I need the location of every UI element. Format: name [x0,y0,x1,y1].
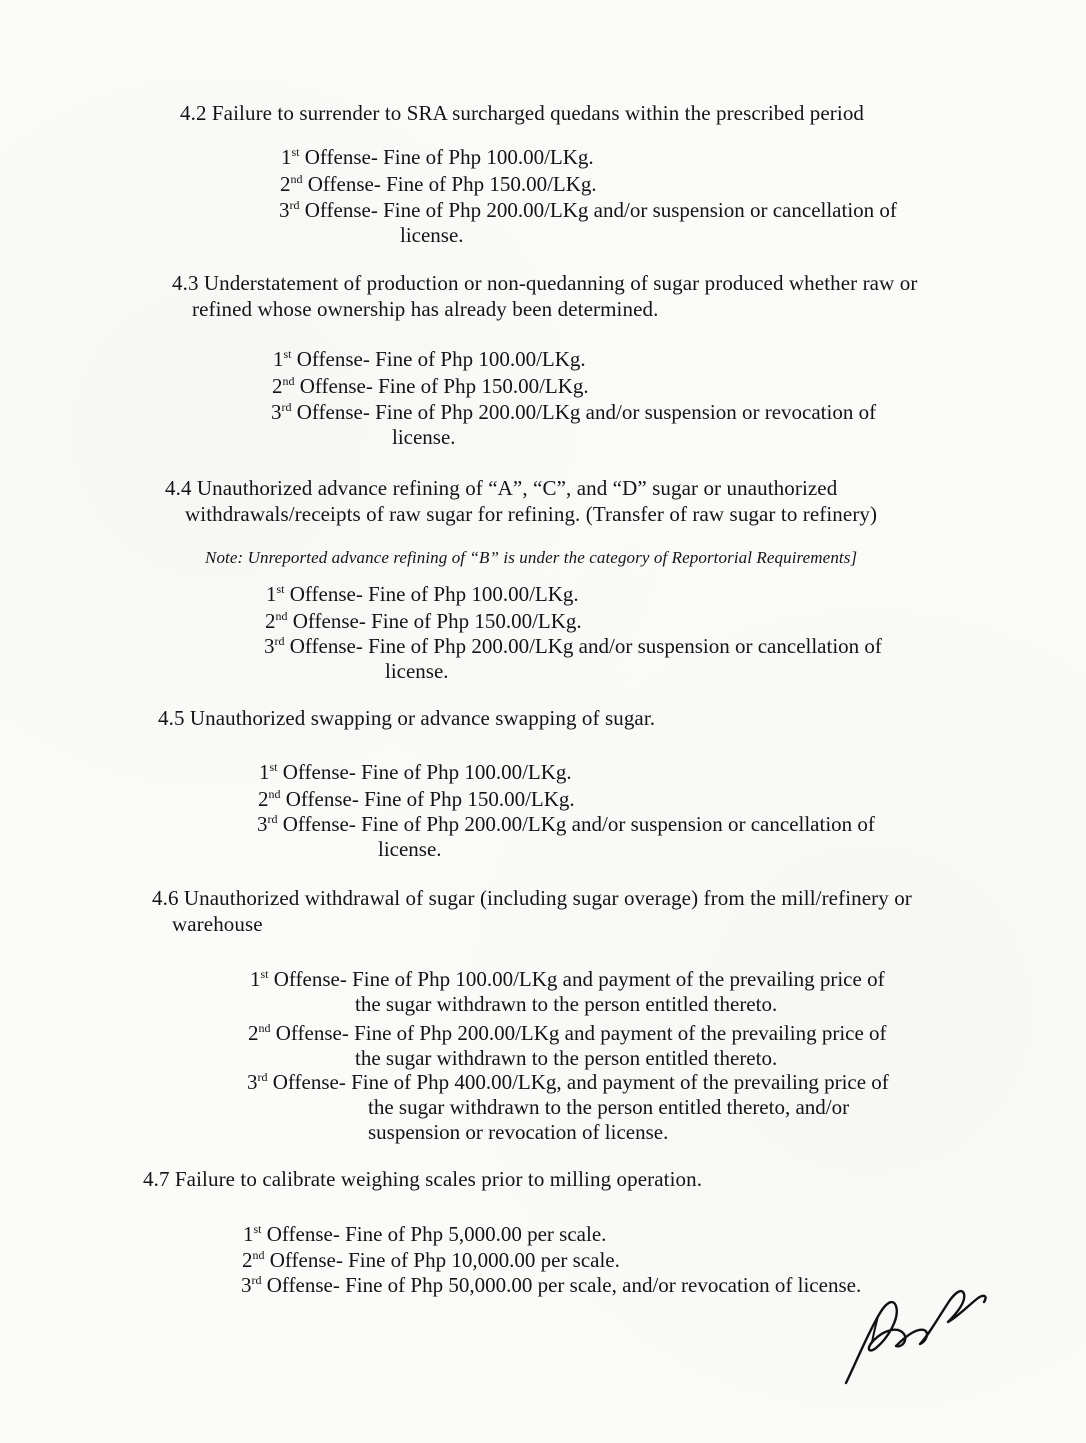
section-heading [165,475,877,527]
offense-continuation: license. [392,425,456,449]
heading-line: 4.5 Unauthorized swapping or advance swapping of sugar. [158,706,656,730]
offense-ordinal-suffix: nd [275,609,288,623]
offense-ordinal-suffix: rd [257,1070,268,1084]
section-heading [143,1166,702,1192]
offense-ordinal-number: 2 [258,787,269,811]
handwritten-signature [838,1278,998,1388]
offense-ordinal-suffix: nd [290,172,303,186]
offense-1 [273,347,586,372]
offense-text: Offense- Fine of Php 100.00/LKg. [299,145,594,169]
heading-line: withdrawals/receipts of raw sugar for refining. (Transfer of raw sugar to refinery) [185,502,878,526]
offense-text: Offense- Fine of Php 400.00/LKg, and payment of the prevailing price of [267,1070,889,1094]
offense-continuation: license. [400,223,464,247]
offense-ordinal-number: 1 [250,967,261,991]
offense-ordinal-suffix: st [253,1222,262,1236]
offense-ordinal-suffix: nd [252,1248,265,1262]
offense-text: Offense- Fine of Php 200.00/LKg and/or suspension or revocation of [291,400,877,424]
offense-continuation: the sugar withdrawn to the person entitled thereto. [355,1046,778,1070]
heading-line: 4.4 Unauthorized advance refining of “A”, “C”, and “D” sugar or unauthorized [165,476,838,500]
offense-2 [258,787,575,812]
offense-ordinal-suffix: st [276,582,285,596]
heading-line: 4.6 Unauthorized withdrawal of sugar (including sugar overage) from the mill/refinery or [152,886,912,910]
offense-ordinal-number: 2 [272,374,283,398]
offense-3 [241,1273,861,1298]
offense-ordinal-suffix: st [283,347,292,361]
offense-text: Offense- Fine of Php 150.00/LKg. [287,609,582,633]
offense-ordinal-number: 2 [280,172,291,196]
heading-line: 4.2 Failure to surrender to SRA surcharged quedans within the prescribed period [180,101,865,125]
heading-line: 4.3 Understatement of production or non-quedanning of sugar produced whether raw or [172,271,918,295]
offense-ordinal-number: 1 [266,582,277,606]
offense-text: Offense- Fine of Php 150.00/LKg. [302,172,597,196]
offense-2 [265,609,582,634]
offense-ordinal-number: 1 [259,760,270,784]
offense-ordinal-suffix: st [269,760,278,774]
offense-ordinal-number: 2 [248,1021,259,1045]
offense-continuation: the sugar withdrawn to the person entitled thereto, and/or [368,1095,850,1119]
offense-ordinal-number: 3 [241,1273,252,1297]
offense-3 [247,1070,889,1145]
offense-continuation: the sugar withdrawn to the person entitled thereto. [355,992,778,1016]
offense-text: Offense- Fine of Php 100.00/LKg. [291,347,586,371]
offense-text: Offense- Fine of Php 200.00/LKg and payment of the prevailing price of [270,1021,887,1045]
offense-2 [242,1248,620,1273]
offense-ordinal-number: 3 [257,812,268,836]
offense-ordinal-number: 2 [265,609,276,633]
offense-ordinal-number: 1 [273,347,284,371]
offense-ordinal-suffix: rd [251,1273,262,1287]
offense-text: Offense- Fine of Php 10,000.00 per scale. [264,1248,620,1272]
section-heading [152,885,912,937]
offense-ordinal-number: 1 [281,145,292,169]
offense-1 [243,1222,606,1247]
heading-line: 4.7 Failure to calibrate weighing scales prior to milling operation. [143,1167,703,1191]
offense-1 [259,760,572,785]
offense-text: Offense- Fine of Php 200.00/LKg and/or suspension or cancellation of [284,634,882,658]
offense-2 [272,374,589,399]
section-heading [172,270,917,322]
offense-ordinal-number: 2 [242,1248,253,1272]
heading-line: refined whose ownership has already been determined. [192,297,659,321]
offense-ordinal-suffix: nd [282,374,295,388]
offense-text: Offense- Fine of Php 200.00/LKg and/or suspension or cancellation of [299,198,897,222]
offense-text: Offense- Fine of Php 150.00/LKg. [294,374,589,398]
offense-ordinal-suffix: rd [281,400,292,414]
offense-text: Offense- Fine of Php 200.00/LKg and/or suspension or cancellation of [277,812,875,836]
offense-2 [248,1021,887,1071]
offense-text: Offense- Fine of Php 100.00/LKg. [277,760,572,784]
offense-3 [279,198,897,248]
offense-ordinal-suffix: st [260,967,269,981]
offense-text: Offense- Fine of Php 100.00/LKg and payment of the prevailing price of [268,967,885,991]
offense-3 [264,634,882,684]
section-heading [180,100,864,126]
offense-ordinal-suffix: nd [258,1021,271,1035]
offense-1 [250,967,885,1017]
offense-continuation: license. [378,837,442,861]
offense-ordinal-suffix: rd [267,812,278,826]
offense-continuation: suspension or revocation of license. [368,1120,669,1144]
offense-continuation: license. [385,659,449,683]
offense-2 [280,172,597,197]
offense-text: Offense- Fine of Php 5,000.00 per scale. [261,1222,607,1246]
offense-ordinal-suffix: rd [289,198,300,212]
offense-3 [271,400,876,450]
offense-ordinal-suffix: st [291,145,300,159]
offense-text: Offense- Fine of Php 150.00/LKg. [280,787,575,811]
section-note: Note: Unreported advance refining of “B” is under the category of Reportorial Requirements] [205,548,858,567]
offense-ordinal-number: 3 [279,198,290,222]
offense-1 [266,582,579,607]
offense-text: Offense- Fine of Php 50,000.00 per scale, and/or revocation of license. [261,1273,862,1297]
heading-line: warehouse [172,912,263,936]
offense-ordinal-number: 3 [271,400,282,424]
offense-1 [281,145,594,170]
offense-ordinal-suffix: nd [268,787,281,801]
offense-text: Offense- Fine of Php 100.00/LKg. [284,582,579,606]
offense-3 [257,812,875,862]
offense-ordinal-suffix: rd [274,634,285,648]
offense-ordinal-number: 1 [243,1222,254,1246]
offense-ordinal-number: 3 [264,634,275,658]
offense-ordinal-number: 3 [247,1070,258,1094]
section-heading [158,705,655,731]
